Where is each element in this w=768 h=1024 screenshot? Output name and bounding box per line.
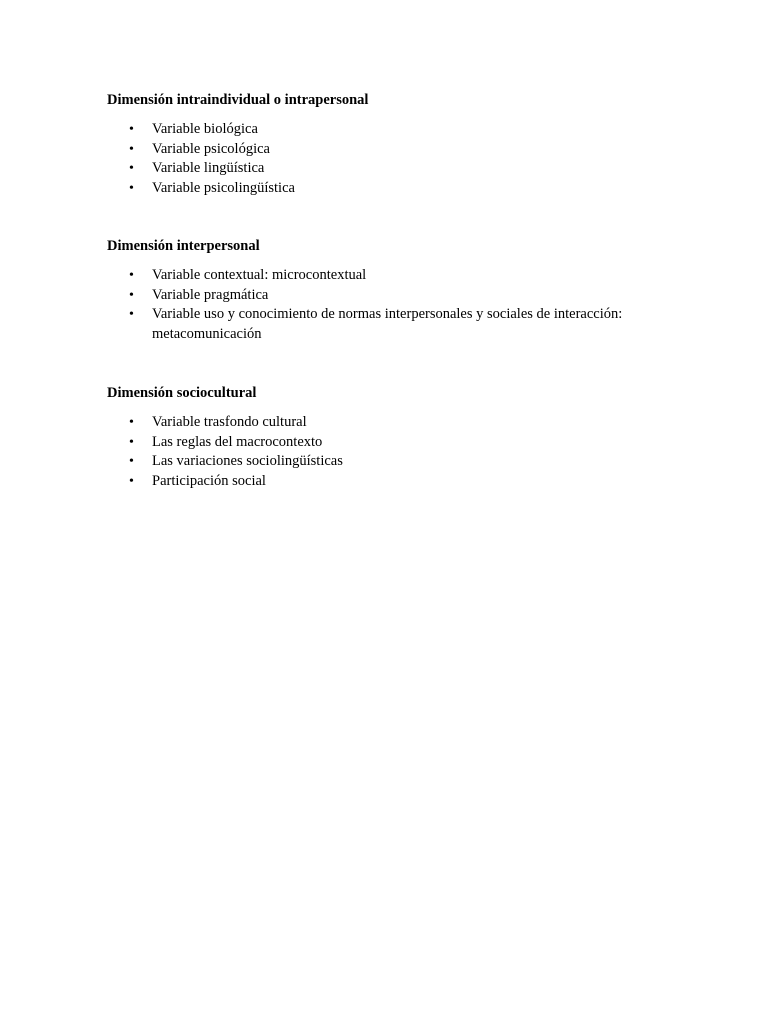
section-heading: Dimensión interpersonal <box>107 238 260 254</box>
section-interpersonal <box>107 237 667 344</box>
bullet-list <box>107 120 667 198</box>
list-item <box>107 286 667 306</box>
bullet-icon: • <box>129 180 134 196</box>
list-item <box>107 266 667 286</box>
bullet-icon: • <box>129 122 134 137</box>
bullet-icon: • <box>129 141 134 157</box>
section-intrapersonal <box>107 91 667 198</box>
bullet-icon: • <box>129 307 134 322</box>
list-item <box>107 433 667 453</box>
bullet-icon: • <box>129 454 134 469</box>
bullet-list <box>107 413 667 491</box>
bullet-icon: • <box>129 434 134 450</box>
list-item <box>107 305 667 344</box>
bullet-icon: • <box>129 473 134 489</box>
bullet-icon: • <box>129 268 134 283</box>
list-item-text: Variable psicológica <box>152 140 270 157</box>
list-item-text: Participación social <box>152 472 266 489</box>
section-heading: Dimensión sociocultural <box>107 385 257 401</box>
list-item-text: Variable uso y conocimiento de normas interpersonales y sociales de interacción: metacomunicación <box>152 306 623 342</box>
list-item <box>107 120 667 140</box>
bullet-icon: • <box>129 161 134 176</box>
list-item <box>107 472 667 492</box>
list-item-text: Variable psicolingüística <box>152 179 295 196</box>
list-item <box>107 413 667 433</box>
list-item-text: Variable lingüística <box>152 160 265 176</box>
section-sociocultural <box>107 384 667 491</box>
bullet-list <box>107 266 667 344</box>
list-item <box>107 159 667 179</box>
list-item <box>107 140 667 160</box>
list-item-text: Variable pragmática <box>152 286 269 303</box>
list-item-text: Las variaciones sociolingüísticas <box>152 453 343 469</box>
bullet-icon: • <box>129 287 134 303</box>
list-item-text: Variable contextual: microcontextual <box>152 267 367 283</box>
list-item-text: Variable trasfondo cultural <box>152 414 307 430</box>
list-item-text: Variable biológica <box>152 121 258 137</box>
list-item-text: Las reglas del macrocontexto <box>152 433 323 450</box>
list-item <box>107 179 667 199</box>
bullet-icon: • <box>129 415 134 430</box>
section-heading: Dimensión intraindividual o intrapersonal <box>107 92 369 108</box>
list-item <box>107 452 667 472</box>
